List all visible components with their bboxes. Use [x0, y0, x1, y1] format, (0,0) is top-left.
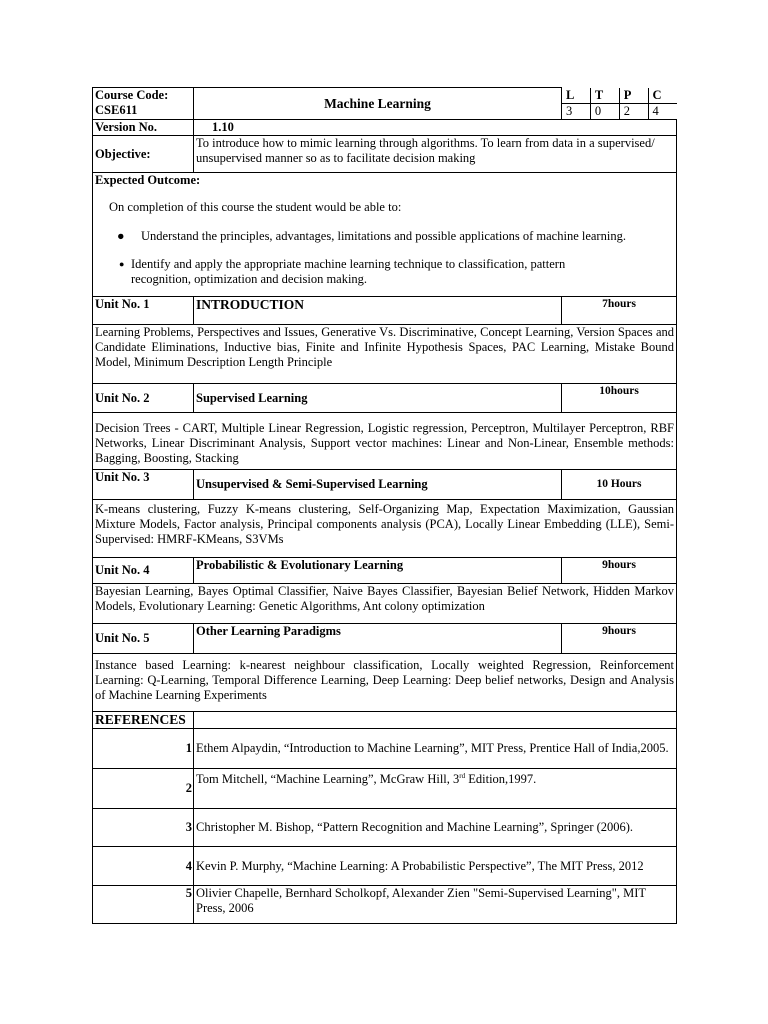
unit-content: K-means clustering, Fuzzy K-means clustering, Self-Organizing Map, Expectation Maximization, Gaussian Mixture Models, Factor analysis, Principal components analysis (PCA), Locally Linear Embedding (LLE), Semi-Supervised: HMRF-KMeans, S3VMs	[93, 500, 677, 558]
outcome-list	[95, 229, 674, 287]
outcome-item-text: Understand the principles, advantages, limitations and possible applications of machine learning.	[141, 229, 626, 243]
ltpc-label-l: L	[562, 88, 590, 104]
reference-number: 1	[93, 729, 194, 769]
unit-content-row	[93, 325, 677, 384]
ltpc-table	[562, 88, 677, 120]
unit-title: Probabilistic & Evolutionary Learning	[194, 558, 562, 584]
outcome-item-text: Identify and apply the appropriate machine learning technique to classification, pattern recognition, optimization and decision making.	[131, 257, 566, 286]
unit-hours: 9hours	[562, 558, 677, 584]
course-header-row	[93, 88, 677, 120]
reference-number: 5	[93, 886, 194, 924]
reference-number: 3	[93, 809, 194, 847]
unit-content-row	[93, 654, 677, 712]
unit-title: INTRODUCTION	[194, 297, 562, 325]
ltpc-label-c: C	[648, 88, 676, 104]
outcome-intro: On completion of this course the student would be able to:	[109, 200, 402, 214]
reference-text: Ethem Alpaydin, “Introduction to Machine Learning”, MIT Press, Prentice Hall of India,2005.	[194, 729, 677, 769]
ltpc-value-t: 0	[590, 104, 619, 120]
reference-row	[93, 729, 677, 769]
unit-header-row	[93, 470, 677, 500]
bullet-icon: ●	[117, 229, 125, 243]
unit-content: Decision Trees - CART, Multiple Linear Regression, Logistic regression, Perceptron, Multilayer Perceptron, RBF Networks, Linear Discriminant Analysis, Support vector machines: Linear and Non-Linear, Ensemble methods: Bagging, Boosting, Stacking	[93, 413, 677, 470]
reference-row	[93, 847, 677, 886]
unit-hours: 9hours	[562, 624, 677, 654]
reference-row	[93, 809, 677, 847]
unit-label: Unit No. 1	[93, 297, 194, 325]
unit-label: Unit No. 4	[93, 558, 194, 584]
reference-row	[93, 769, 677, 809]
unit-header-row	[93, 297, 677, 325]
unit-header-row	[93, 384, 677, 413]
reference-text: Olivier Chapelle, Bernhard Scholkopf, Alexander Zien "Semi-Supervised Learning", MIT Press, 2006	[194, 886, 677, 924]
unit-content: Learning Problems, Perspectives and Issues, Generative Vs. Discriminative, Concept Learning, Version Spaces and Candidate Eliminations, Inductive bias, Finite and Infinite Hypothesis Spaces, PAC Learning, Mistake Bound Model, Minimum Description Length Principle	[93, 325, 677, 384]
version-label: Version No.	[93, 120, 194, 136]
ltpc-value-l: 3	[562, 104, 590, 120]
unit-hours: 10 Hours	[562, 470, 677, 500]
version-value: 1.10	[194, 120, 677, 136]
reference-text: Kevin P. Murphy, “Machine Learning: A Probabilistic Perspective”, The MIT Press, 2012	[194, 847, 677, 886]
unit-content-row	[93, 500, 677, 558]
course-title: Machine Learning	[194, 88, 562, 120]
unit-title: Supervised Learning	[194, 384, 562, 413]
outcome-item	[95, 229, 674, 244]
unit-title: Unsupervised & Semi-Supervised Learning	[194, 470, 562, 500]
reference-text: Tom Mitchell, “Machine Learning”, McGraw Hill, 3rd Edition,1997.	[194, 769, 677, 809]
objective-label: Objective:	[93, 136, 194, 173]
bullet-icon: ●	[119, 259, 125, 269]
version-row	[93, 120, 677, 136]
unit-header-row	[93, 558, 677, 584]
unit-content: Instance based Learning: k-nearest neighbour classification, Locally weighted Regression, Reinforcement Learning: Q-Learning, Temporal Difference Learning, Deep Learning: Deep belief networks, Design and Analysis of Machine Learning Experiments	[93, 654, 677, 712]
unit-hours: 7hours	[562, 297, 677, 325]
syllabus-document	[92, 87, 676, 924]
course-code: CSE611	[95, 103, 138, 117]
reference-number: 4	[93, 847, 194, 886]
unit-hours: 10hours	[562, 384, 677, 413]
reference-row	[93, 886, 677, 924]
outcome-cell	[93, 173, 677, 297]
syllabus-table	[92, 87, 677, 924]
unit-content-row	[93, 413, 677, 470]
reference-text: Christopher M. Bishop, “Pattern Recognition and Machine Learning”, Springer (2006).	[194, 809, 677, 847]
course-code-cell	[93, 88, 194, 120]
unit-title: Other Learning Paradigms	[194, 624, 562, 654]
ltpc-label-t: T	[590, 88, 619, 104]
ltpc-value-p: 2	[619, 104, 648, 120]
unit-content: Bayesian Learning, Bayes Optimal Classifier, Naive Bayes Classifier, Bayesian Belief Network, Hidden Markov Models, Evolutionary Learning: Genetic Algorithms, Ant colony optimization	[93, 584, 677, 624]
objective-text: To introduce how to mimic learning through algorithms. To learn from data in a supervised/ unsupervised manner so as to facilitate decision making	[194, 136, 677, 173]
references-header-row	[93, 712, 677, 729]
outcome-label: Expected Outcome:	[95, 173, 201, 187]
unit-label: Unit No. 2	[93, 384, 194, 413]
unit-content-row	[93, 584, 677, 624]
unit-header-row	[93, 624, 677, 654]
reference-number: 2	[93, 769, 194, 809]
ltpc-cell	[562, 88, 677, 120]
outcome-row	[93, 173, 677, 297]
ltpc-label-p: P	[619, 88, 648, 104]
references-label: REFERENCES	[93, 712, 194, 729]
outcome-item	[95, 257, 674, 287]
unit-label: Unit No. 3	[93, 470, 194, 500]
ltpc-value-c: 4	[648, 104, 676, 120]
course-code-label: Course Code:	[95, 88, 169, 102]
objective-row	[93, 136, 677, 173]
unit-label: Unit No. 5	[93, 624, 194, 654]
